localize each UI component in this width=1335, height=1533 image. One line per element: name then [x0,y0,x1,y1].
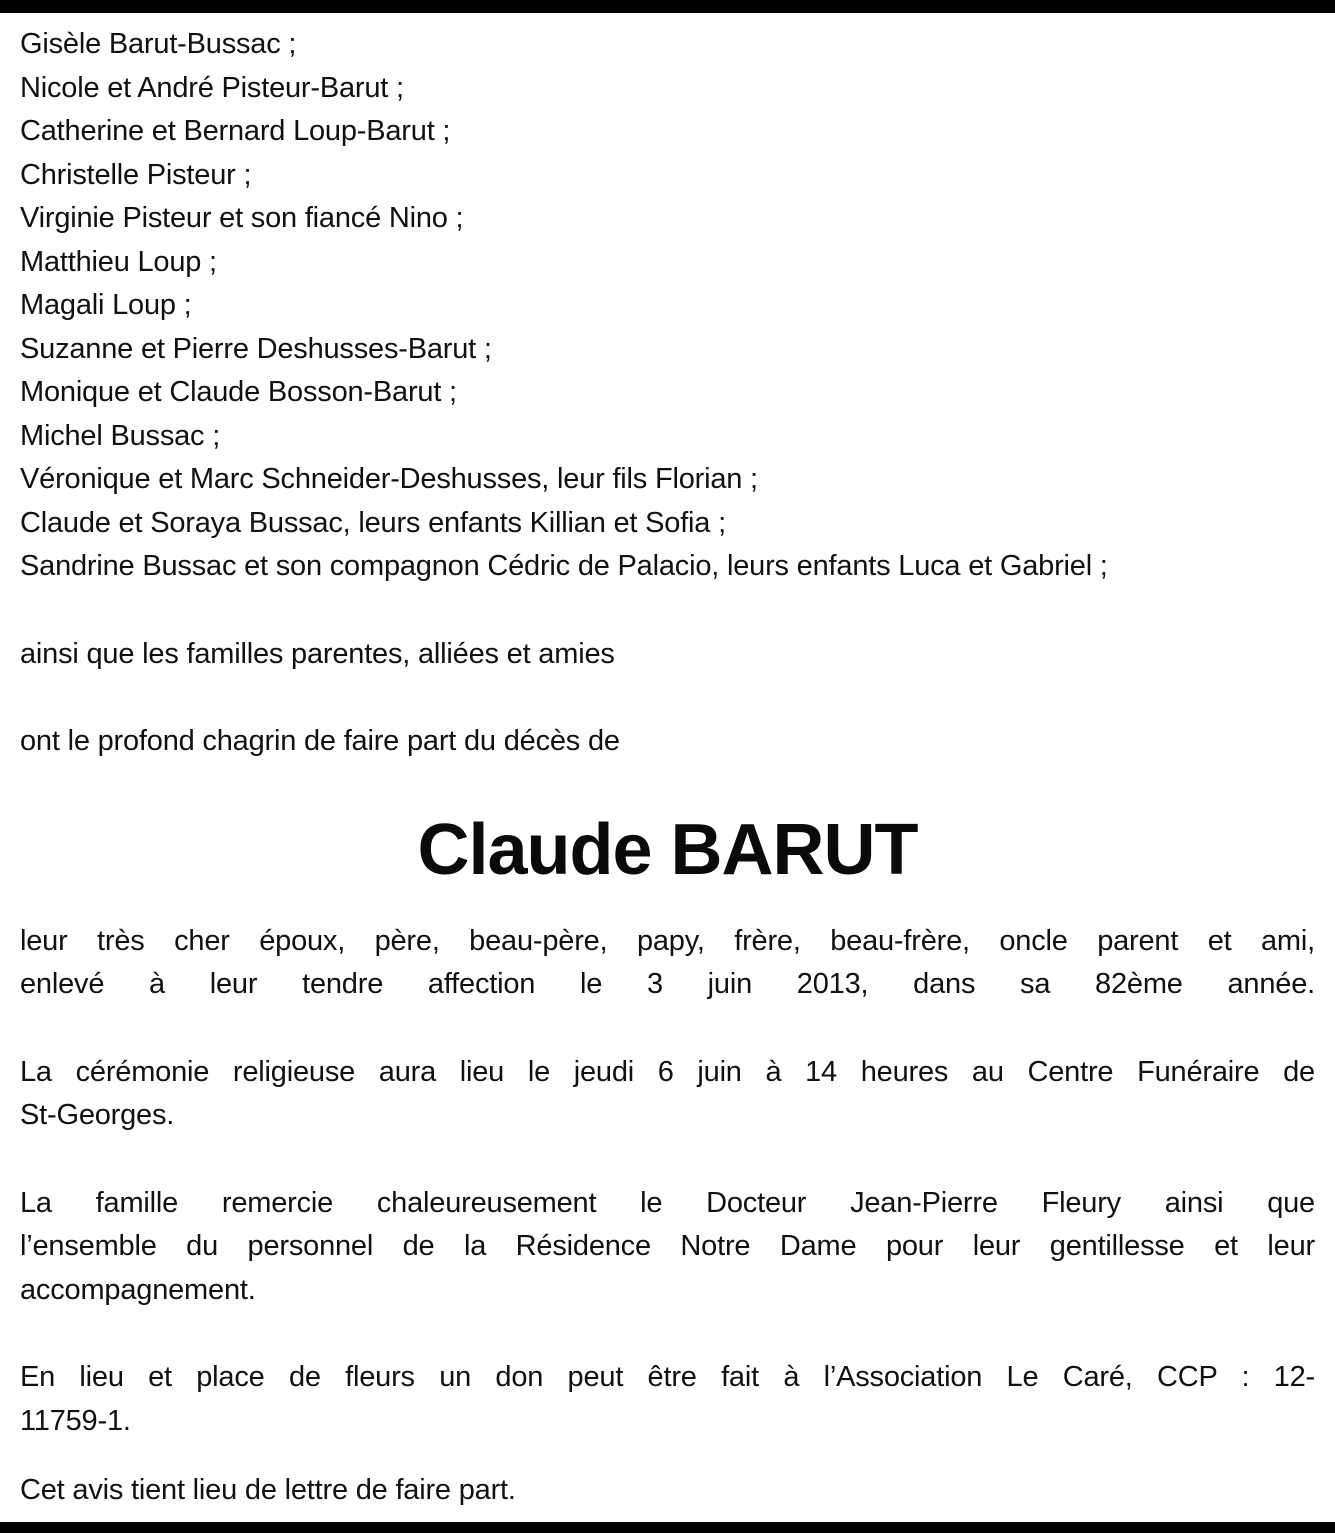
mourner-line: Sandrine Bussac et son compagnon Cédric de Palacio, leurs enfants Luca et Gabriel ; [20,550,1108,582]
mourner-line: Virginie Pisteur et son fiancé Nino ; [20,202,464,234]
mourners-name-list [20,23,1315,589]
thanks-line: La famille remercie chaleureusement le Docteur Jean-Pierre Fleury ainsi que [20,1186,1315,1219]
top-border-bar [0,0,1335,13]
donation-line: En lieu et place de fleurs un don peut être fait à l’Association Le Caré, CCP : 12- [20,1361,1315,1393]
thanks-line: l’ensemble du personnel de la Résidence Notre Dame pour leur gentillesse et leur [20,1230,1315,1262]
mourner-line: Matthieu Loup ; [20,245,217,278]
mourner-line: Véronique et Marc Schneider-Deshusses, leur fils Florian ; [20,463,758,495]
donation-line: 11759-1. [20,1404,131,1437]
closing-line: Cet avis tient lieu de lettre de faire part. [20,1474,516,1506]
deceased-name-title: Claude BARUT [417,809,918,890]
mourner-line: Christelle Pisteur ; [20,158,252,191]
mourner-line: Michel Bussac ; [20,419,221,452]
ceremony-paragraph [20,1051,1315,1138]
bottom-border-bar [0,1522,1335,1533]
mourner-line: Magali Loup ; [20,289,192,321]
mourner-line: Claude et Soraya Bussac, leurs enfants Killian et Sofia ; [20,506,726,539]
mourner-line: Nicole et André Pisteur-Barut ; [20,71,404,104]
tribute-paragraph [20,920,1315,1007]
ceremony-line: St-Georges. [20,1099,175,1131]
thanks-line: accompagnement. [20,1273,256,1306]
announcement-line: ont le profond chagrin de faire part du décès de [20,725,620,757]
tribute-line: enlevé à leur tendre affection le 3 juin 2013, dans sa 82ème année. [20,968,1315,1000]
mourner-line: Gisèle Barut-Bussac ; [20,28,297,60]
mourner-line: Catherine et Bernard Loup-Barut ; [20,115,451,147]
notice-content [0,13,1335,1513]
tribute-line: leur très cher époux, père, beau-père, papy, frère, beau-frère, oncle parent et ami, [20,924,1315,957]
donation-paragraph [20,1356,1315,1443]
mourner-line: Suzanne et Pierre Deshusses-Barut ; [20,332,492,365]
thanks-paragraph [20,1182,1315,1313]
ceremony-line: La cérémonie religieuse aura lieu le jeudi 6 juin à 14 heures au Centre Funéraire de [20,1055,1315,1088]
families-line: ainsi que les familles parentes, alliées et amies [20,637,615,670]
mourner-line: Monique et Claude Bosson-Barut ; [20,376,457,408]
